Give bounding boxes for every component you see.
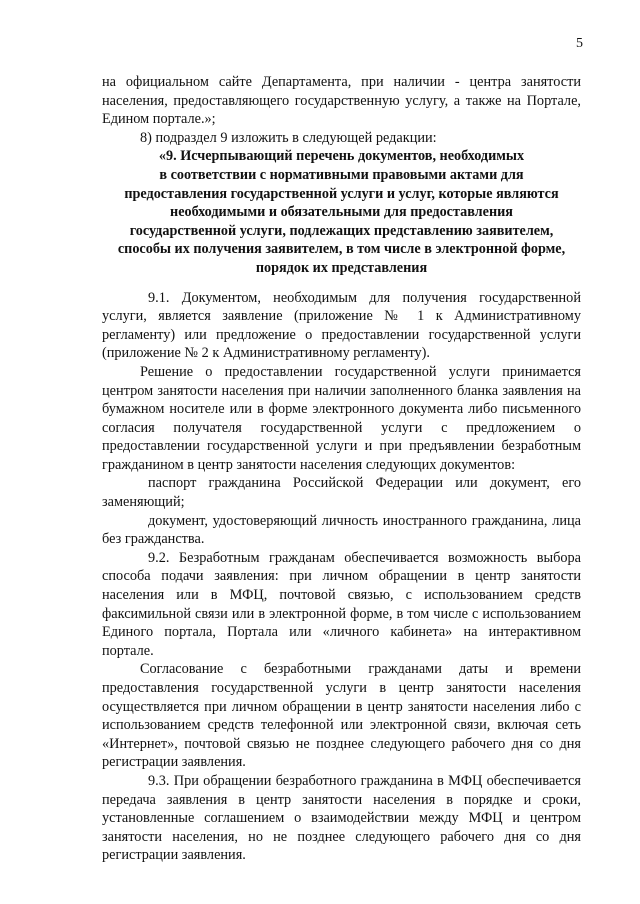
heading-line: способы их получения заявителем, в том числе в электронной форме, bbox=[117, 241, 566, 258]
paragraph-9-3: 9.3. При обращении безработного гражданина в МФЦ обеспечивается передача заявления в центр занятости населения в порядке и сроки, установленные соглашением о взаимодействии между МФЦ и центром занятости населения, но не позднее следующего рабочего дня со дня регистрации заявления. bbox=[102, 772, 581, 864]
heading-line: в соответствии с нормативными правовыми актами для bbox=[159, 166, 524, 183]
heading-line: необходимыми и обязательными для предоставления bbox=[170, 204, 513, 221]
document-body bbox=[102, 73, 581, 865]
heading-line: порядок их представления bbox=[255, 259, 428, 276]
heading-line: государственной услуги, подлежащих представлению заявителем, bbox=[129, 222, 554, 239]
heading-line: предоставления государственной услуги и услуг, которые являются bbox=[124, 185, 559, 202]
paragraph-passport: паспорт гражданина Российской Федерации или документ, его заменяющий; bbox=[102, 475, 581, 511]
paragraph-identity-document: документ, удостоверяющий личность иностранного гражданина, лица без гражданства. bbox=[102, 512, 581, 548]
section-heading bbox=[102, 147, 581, 277]
spacer bbox=[102, 278, 581, 289]
paragraph-decision: Решение о предоставлении государственной услуги принимается центром занятости населения при наличии заполненного бланка заявления на бумажном носителе или в форме электронного документа либо письменного согласия получателя государственной услуги с предложением о предоставлении государственной услуги и при предъявлении безработным гражданином в центр занятости населения следующих документов: bbox=[102, 363, 581, 473]
heading-line: «9. Исчерпывающий перечень документов, необходимых bbox=[158, 148, 525, 165]
paragraph-portal-info: на официальном сайте Департамента, при наличии - центра занятости населения, предоставляющего государственную услугу, а также на Портале, Едином портале.»; bbox=[102, 74, 581, 128]
paragraph-9-1: 9.1. Документом, необходимым для получения государственной услуги, является заявление (приложение № 1 к Административному регламенту) или предложение о предоставлении государственной услуги (приложение № 2 к Административному регламенту). bbox=[102, 289, 581, 362]
page-number: 5 bbox=[576, 36, 583, 51]
paragraph-amendment-8: 8) подраздел 9 изложить в следующей редакции: bbox=[140, 129, 437, 146]
paragraph-9-2: 9.2. Безработным гражданам обеспечивается возможность выбора способа подачи заявления: при личном обращении в центр занятости населения или в МФЦ, почтовой связью, с использованием средств факсимильной связи или в электронной форме, в том числе с использованием Единого портала, Портала или «личного кабинета» на интерактивном портале. bbox=[102, 549, 581, 659]
paragraph-agreement: Согласование с безработными гражданами даты и времени предоставления государственной услуги в центр занятости населения осуществляется при личном обращении в центр занятости населения либо с использованием средств телефонной или электронной связи, включая сеть «Интернет», почтовой связью не позднее следующего рабочего дня со дня регистрации заявления. bbox=[102, 661, 581, 771]
